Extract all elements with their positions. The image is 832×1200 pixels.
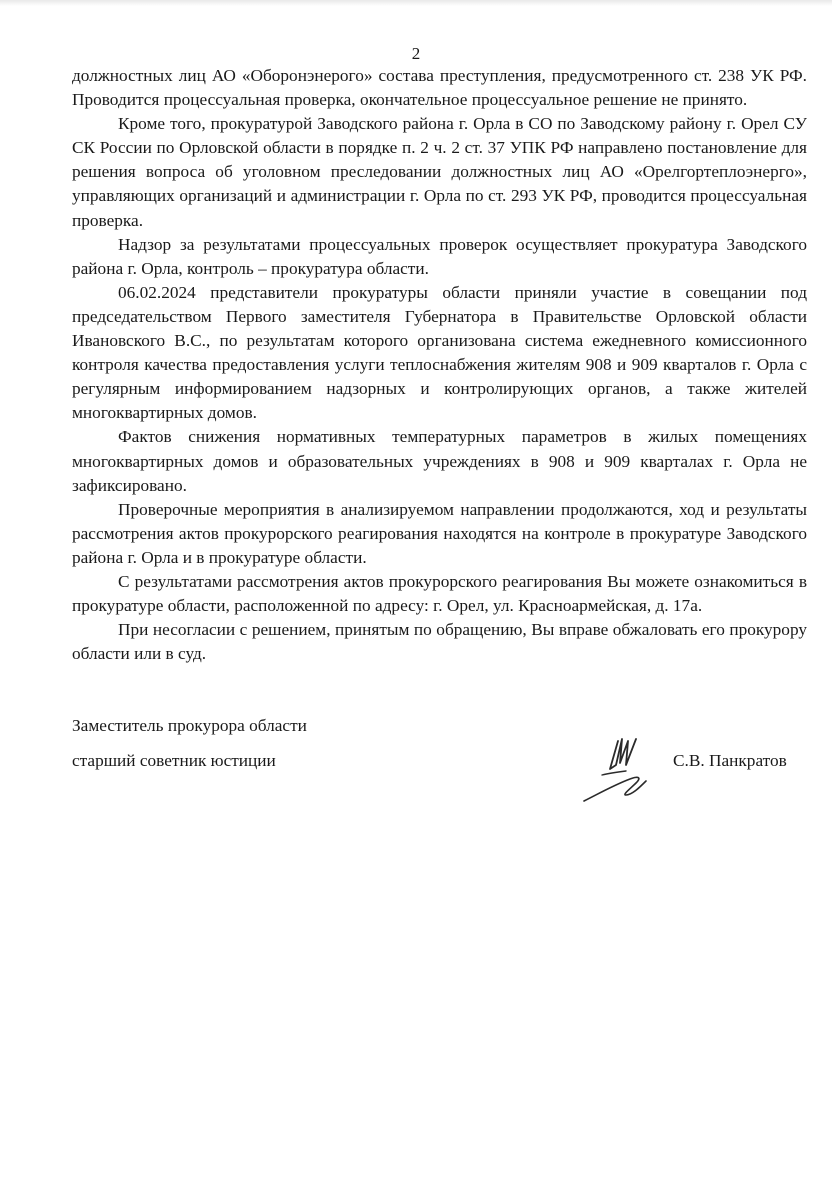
paragraph-6: Проверочные мероприятия в анализируемом направлении продолжаются, ход и результаты рассмотрения актов прокурорского реагирования находятся на контроле в прокуратуре Заводского района г. Орла и в прокуратуре области. <box>72 499 807 567</box>
scan-edge <box>0 0 832 6</box>
page-number: 2 <box>411 44 421 63</box>
signer-position: Заместитель прокурора области <box>72 716 307 735</box>
handwritten-signature <box>580 735 670 810</box>
signer-rank: старший советник юстиции <box>72 751 276 770</box>
paragraph-7: С результатами рассмотрения актов прокурорского реагирования Вы можете ознакомиться в прокуратуре области, расположенной по адресу: г. Орел, ул. Красноармейская, д. 17а. <box>72 571 807 616</box>
signer-name: С.В. Панкратов <box>673 751 787 770</box>
paragraph-5: Фактов снижения нормативных температурных параметров в жилых помещениях многоквартирных домов и образовательных учреждениях в 908 и 909 кварталах г. Орла не зафиксировано. <box>72 427 807 495</box>
paragraph-4: 06.02.2024 представители прокуратуры области приняли участие в совещании под председательством Первого заместителя Губернатора в Правительстве Орловской области Ивановского В.С., по результатам которого организована система ежедневного комиссионного контроля качества предоставления услуги теплоснабжения жителям 908 и 909 кварталов г. Орла с регулярным информированием надзорных и контролирующих органов, а также жителей многоквартирных домов. <box>72 282 807 423</box>
paragraph-3: Надзор за результатами процессуальных проверок осуществляет прокуратура Заводского района г. Орла, контроль – прокуратура области. <box>72 234 807 278</box>
paragraph-1: должностных лиц АО «Оборонэнерого» состава преступления, предусмотренного ст. 238 УК РФ. Проводится процессуальная проверка, окончательное процессуальное решение не принято. <box>72 66 807 110</box>
letter-body <box>72 64 807 666</box>
paragraph-8: При несогласии с решением, принятым по обращению, Вы вправе обжаловать его прокурору области или в суд. <box>72 620 807 664</box>
paragraph-2: Кроме того, прокуратурой Заводского района г. Орла в СО по Заводскому району г. Орел СУ СК России по Орловской области в порядке п. 2 ч. 2 ст. 37 УПК РФ направлено постановление для решения вопроса об уголовном преследовании должностных лиц АО «Орелгортеплоэнерго», управляющих организаций и администрации г. Орла по ст. 293 УК РФ, проводится процессуальная проверка. <box>72 114 807 230</box>
